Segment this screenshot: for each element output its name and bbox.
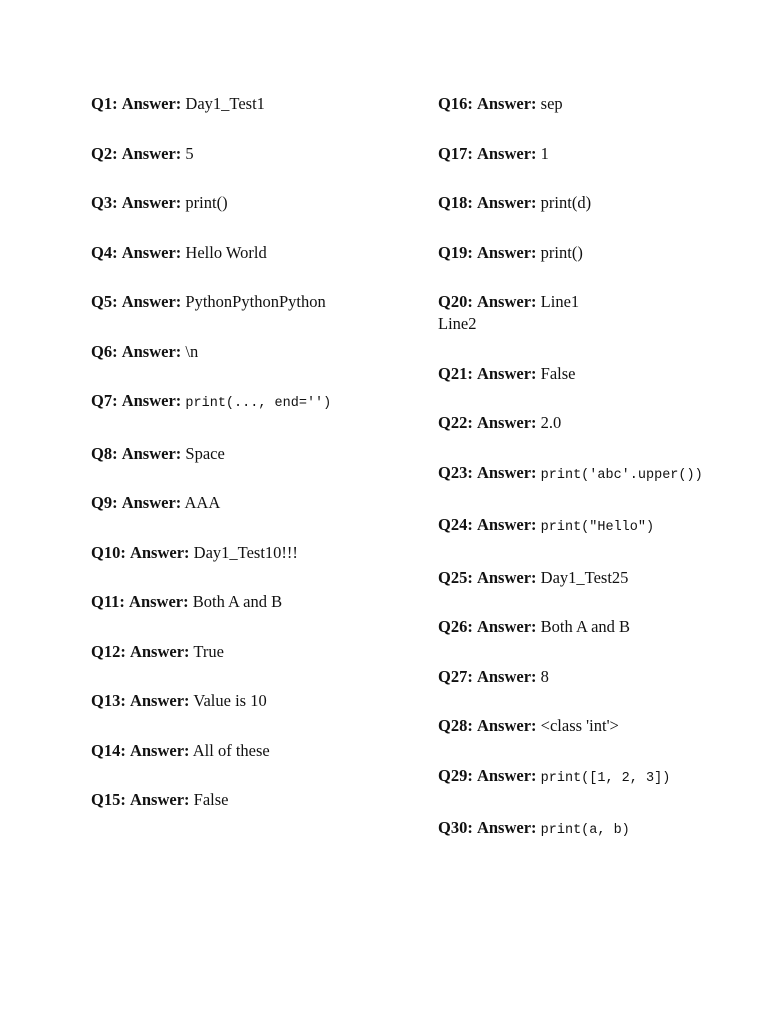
question-number: Q27: xyxy=(438,666,473,686)
answer-value: 1 xyxy=(540,143,549,163)
answer-value: Value is 10 xyxy=(193,691,267,710)
answer-item-20 xyxy=(438,291,758,335)
answer-item-12 xyxy=(91,641,411,663)
answer-word: Answer: xyxy=(476,716,537,735)
question-number: Q7: xyxy=(91,391,118,410)
question-number: Q17: xyxy=(438,143,473,163)
question-number: Q28: xyxy=(438,716,473,735)
answer-value: Day1_Test25 xyxy=(540,567,629,587)
question-number: Q22: xyxy=(438,413,473,432)
answer-word: Answer: xyxy=(476,462,537,482)
answer-code-value: print(..., end='') xyxy=(185,396,332,411)
answer-item-16 xyxy=(438,93,758,115)
answer-code-value: print('abc'.upper()) xyxy=(540,467,703,483)
answer-value: \n xyxy=(185,341,199,361)
question-number: Q11: xyxy=(91,592,125,611)
answer-word: Answer: xyxy=(129,592,189,611)
answer-item-23 xyxy=(438,462,758,487)
answer-value: print() xyxy=(540,242,583,262)
question-number: Q25: xyxy=(438,567,473,587)
answer-word: Answer: xyxy=(476,413,537,432)
answer-word: Answer: xyxy=(476,567,537,587)
answer-value: print(d) xyxy=(540,193,592,212)
answer-item-10 xyxy=(91,542,411,564)
answer-value: sep xyxy=(540,94,563,113)
answer-code-value: print("Hello") xyxy=(540,520,655,535)
answer-word: Answer: xyxy=(121,391,182,410)
answer-value: print() xyxy=(185,193,228,212)
question-number: Q15: xyxy=(91,790,126,809)
question-number: Q12: xyxy=(91,641,126,661)
answer-value: False xyxy=(540,363,576,383)
answer-word: Answer: xyxy=(121,193,182,212)
question-number: Q16: xyxy=(438,94,473,113)
answer-value: 2.0 xyxy=(540,413,562,432)
answer-item-8 xyxy=(91,443,411,465)
answer-item-28 xyxy=(438,715,758,737)
answer-item-9 xyxy=(91,492,411,514)
answer-word: Answer: xyxy=(476,292,537,311)
answer-value: Day1_Test1 xyxy=(185,94,265,113)
answer-word: Answer: xyxy=(476,143,537,163)
answer-word: Answer: xyxy=(476,94,537,113)
answer-value: True xyxy=(193,641,224,661)
answer-word: Answer: xyxy=(476,515,537,534)
answer-word: Answer: xyxy=(121,443,182,463)
question-number: Q3: xyxy=(91,193,118,212)
question-number: Q23: xyxy=(438,462,473,482)
question-number: Q8: xyxy=(91,443,118,463)
question-number: Q14: xyxy=(91,740,126,760)
answer-word: Answer: xyxy=(121,292,182,311)
question-number: Q13: xyxy=(91,691,126,710)
answer-item-17 xyxy=(438,143,758,165)
answer-code-value: print(a, b) xyxy=(540,823,630,838)
answer-word: Answer: xyxy=(476,617,537,636)
answer-word: Answer: xyxy=(129,740,190,760)
answer-word: Answer: xyxy=(476,666,537,686)
answer-item-13 xyxy=(91,690,411,712)
question-number: Q24: xyxy=(438,515,473,534)
answer-word: Answer: xyxy=(476,193,537,212)
answers-column-right xyxy=(438,93,758,870)
question-number: Q18: xyxy=(438,193,473,212)
answer-word: Answer: xyxy=(121,341,182,361)
answer-item-3 xyxy=(91,192,411,214)
question-number: Q1: xyxy=(91,94,118,113)
answer-item-11 xyxy=(91,591,411,613)
answer-word: Answer: xyxy=(121,242,182,262)
answer-item-14 xyxy=(91,740,411,762)
answer-item-27 xyxy=(438,666,758,688)
answer-value: All of these xyxy=(192,740,270,760)
answer-word: Answer: xyxy=(476,818,537,837)
question-number: Q21: xyxy=(438,363,473,383)
answer-word: Answer: xyxy=(121,493,182,512)
question-number: Q2: xyxy=(91,143,118,163)
answer-value: Both A and B xyxy=(192,592,283,611)
answer-item-2 xyxy=(91,143,411,165)
answer-item-18 xyxy=(438,192,758,214)
answer-item-4 xyxy=(91,242,411,264)
answer-word: Answer: xyxy=(476,765,537,785)
question-number: Q19: xyxy=(438,242,473,262)
answer-word: Answer: xyxy=(476,363,537,383)
answer-value: Hello World xyxy=(185,242,267,262)
answer-item-1 xyxy=(91,93,411,115)
question-number: Q10: xyxy=(91,542,126,562)
answer-value: 5 xyxy=(185,143,194,163)
answer-item-26 xyxy=(438,616,758,638)
answer-value: Both A and B xyxy=(540,617,631,636)
answer-value: <class 'int'> xyxy=(540,716,619,735)
answer-word: Answer: xyxy=(121,94,182,113)
answer-word: Answer: xyxy=(129,641,190,661)
answer-item-5 xyxy=(91,291,411,313)
question-number: Q26: xyxy=(438,617,473,636)
answer-item-29 xyxy=(438,765,758,790)
answer-value: AAA xyxy=(184,493,221,512)
answer-value: False xyxy=(193,790,229,809)
answer-value: PythonPythonPython xyxy=(185,292,326,311)
answer-value: Day1_Test10!!! xyxy=(193,542,298,562)
question-number: Q9: xyxy=(91,493,118,512)
answers-column-left xyxy=(91,93,411,839)
question-number: Q29: xyxy=(438,765,473,785)
answer-code-value: print([1, 2, 3]) xyxy=(540,770,671,786)
answer-item-25 xyxy=(438,567,758,589)
answer-multiline-value: Line1 Line2 xyxy=(438,292,580,333)
answer-value: 8 xyxy=(540,666,549,686)
question-number: Q30: xyxy=(438,818,473,837)
answer-word: Answer: xyxy=(129,691,190,710)
answer-item-15 xyxy=(91,789,411,811)
question-number: Q6: xyxy=(91,341,118,361)
answer-value: Space xyxy=(185,443,225,463)
answer-word: Answer: xyxy=(121,143,182,163)
answer-item-22 xyxy=(438,412,758,434)
answer-word: Answer: xyxy=(129,542,190,562)
answer-item-24 xyxy=(438,514,758,539)
answer-item-6 xyxy=(91,341,411,363)
question-number: Q5: xyxy=(91,292,118,311)
answer-item-21 xyxy=(438,363,758,385)
answer-word: Answer: xyxy=(129,790,190,809)
question-number: Q4: xyxy=(91,242,118,262)
answer-item-30 xyxy=(438,817,758,842)
answer-item-19 xyxy=(438,242,758,264)
question-number: Q20: xyxy=(438,292,473,311)
answer-item-7 xyxy=(91,390,411,415)
answer-word: Answer: xyxy=(476,242,537,262)
